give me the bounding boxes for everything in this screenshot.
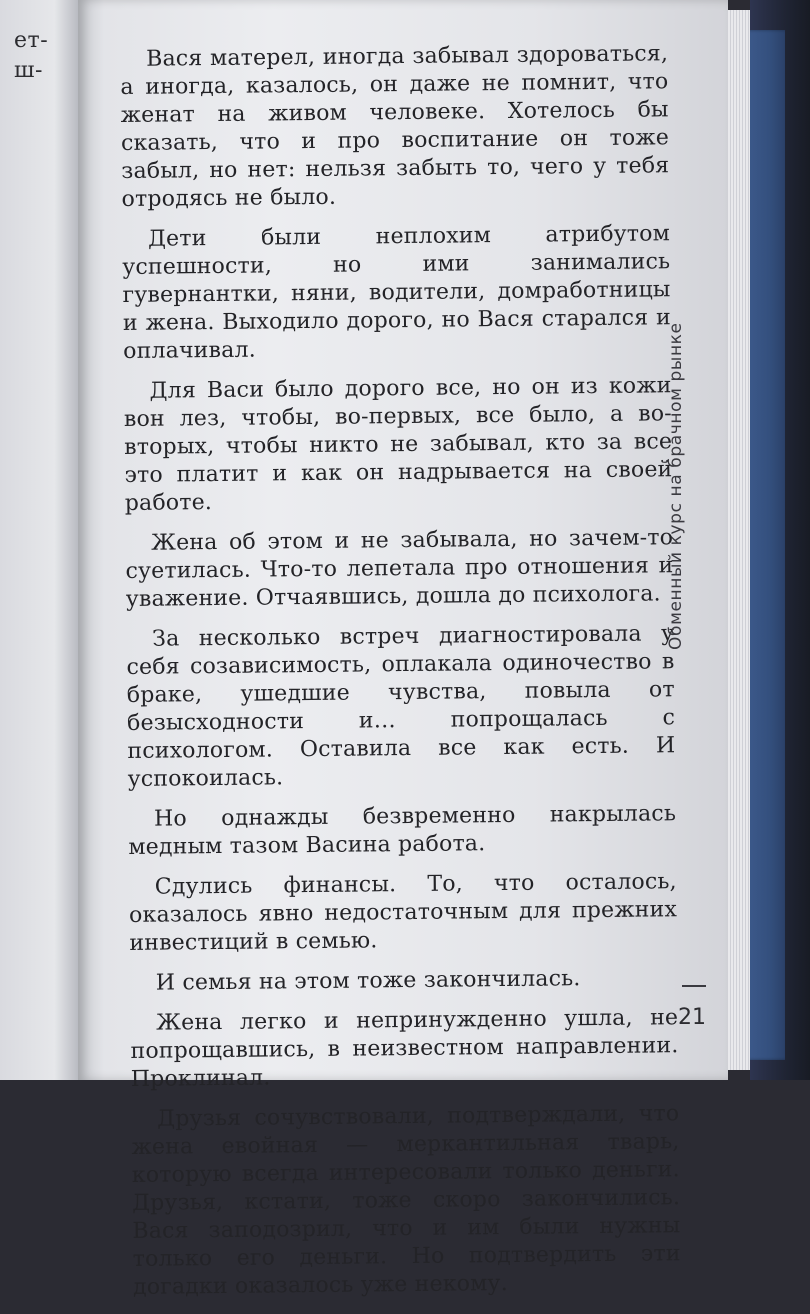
paragraph: Жена об этом и не забывала, но зачем-то суетилась. Что-то лепетала про отношения и уважение. Отчаявшись, дошла до психолога. — [125, 525, 674, 612]
book-cover-edge — [745, 30, 785, 1060]
paragraph: Сдулись финансы. То, что осталось, оказалось явно недостаточным для прежних инвестиций в семью. — [128, 869, 678, 956]
left-page-fragment: ш- — [14, 58, 43, 83]
paragraph: Друзья сочувствовали, подтверждали, что жена евойная — меркантильная тварь, которую всегда интересовали только деньги. Друзья, кстати, тоже скоро закончились. Вася заподозрил, что и им были нужны только его деньги. Но подтвердить эти догадки оказалось уже некому. — [131, 1101, 681, 1300]
paragraph: Вася матерел, иногда забывал здороваться, а иногда, казалось, он даже не помнит, что женат на живом человеке. Хотелось бы сказать, что и про воспитание он тоже забыл, но нет: нельзя забыть то, чего у тебя отродясь не было. — [120, 41, 670, 212]
paragraph: И семья на этом тоже закончилась. — [155, 966, 581, 996]
running-head-rule — [682, 985, 706, 987]
paragraph: Для Васи было дорого все, но он из кожи вон лез, чтобы, во-первых, все было, а во-вторых, чтобы никто не забывал, кто за все это платит и как он надрывается на своей работе. — [123, 373, 673, 516]
paragraph: Жена легко и непринужденно ушла, не попрощавшись, в неизвестном направлении. Проклинал. — [130, 1005, 679, 1092]
paragraph: Дети были неплохим атрибутом успешности, но ими занимались гувернантки, няни, водители, домработницы и жена. Выходило дорого, но Вася старался и оплачивал. — [122, 221, 672, 364]
left-page-fragment: ет- — [14, 28, 49, 53]
paragraph: За несколько встреч диагностировала у себя созависимость, оплакала одиночество в браке, ушедшие чувства, повыла от безысходности и… попрощалась с психологом. Оставила все как есть. И успокоилась. — [126, 621, 676, 792]
page-number: 21 — [678, 1005, 706, 1030]
left-page — [0, 0, 78, 1080]
right-page — [78, 0, 728, 1300]
body-text — [120, 40, 681, 1314]
running-head: Обменный курс на брачном рынке — [666, 322, 686, 650]
paragraph: Но однажды безвременно накрылась медным тазом Васина работа. — [128, 801, 677, 860]
